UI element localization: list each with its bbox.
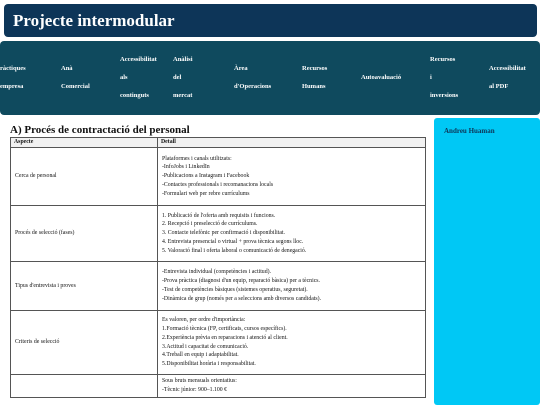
detail-line: Sous bruts mensuals orientatius: [162, 378, 237, 384]
table-row [11, 206, 426, 262]
author-sidebar [434, 118, 540, 405]
nav-link-autoavaluacio[interactable] [361, 69, 401, 87]
detail-cell [158, 148, 426, 206]
nav-link-label: al PDF [489, 83, 509, 90]
nav-link-accessibilitat-continguts[interactable] [120, 51, 157, 105]
detail-line: -Publicacions a Instagram i Facebook [162, 173, 250, 180]
detail-line: 1. Publicació de l'oferta amb requisits i funcions. [162, 212, 276, 219]
column-header-detail: Detall [158, 138, 426, 148]
nav-link-label: del [173, 74, 182, 81]
aspect-cell: Tipus d'entrevista i proves [11, 262, 158, 311]
detail-line: -Dinàmica de grup (només per a seleccions amb diversos candidats). [162, 295, 322, 302]
detail-line: -Test de competències bàsiques (sistemes operatius, seguretat). [162, 287, 308, 293]
recruitment-table [10, 137, 426, 398]
header-bar [4, 4, 537, 37]
nav-link-label: Accessibilitat [120, 56, 157, 63]
detail-line: -Formulari web per rebre currículums [162, 190, 250, 197]
detail-line: 2.Experiència prèvia en reparacions i atenció al client. [162, 334, 288, 341]
detail-line: 5. Valoració final i oferta laboral o comunicació de denegació. [162, 247, 307, 254]
detail-cell [158, 206, 426, 262]
aspect-cell [11, 375, 158, 398]
detail-line: -Contactes professionals i recomanacions locals [162, 181, 274, 188]
nav-link-recursos-humans[interactable] [302, 60, 327, 96]
detail-line: -Prova pràctica (diagnosi d'un equip, reparació bàsica) per a tècnics. [162, 278, 320, 285]
nav-link-label: Recursos [302, 65, 328, 72]
table-row [11, 311, 426, 375]
nav-link-label: d'Operacions [234, 83, 272, 90]
nav-link-label: Accessibilitat [489, 65, 526, 72]
table-header-row [11, 138, 426, 148]
nav-link-label: inversions [430, 92, 459, 99]
table-row [11, 148, 426, 206]
nav-link-analisi-mercat[interactable] [173, 51, 193, 105]
author-name: Andreu Huaman [444, 127, 495, 135]
nav-link-label: Autoavaluació [361, 74, 402, 81]
detail-line: -Entrevista individual (competències i actitud). [162, 269, 271, 276]
nav-link-label: Anàlisi [173, 56, 193, 63]
nav-link-recursos-inversions[interactable] [430, 51, 458, 105]
detail-line: Plataformes i canals utilitzats: [162, 155, 232, 162]
nav-link-label: Àrea [234, 65, 248, 72]
nav-link-accessibilitat-pdf[interactable] [489, 60, 526, 96]
nav-link-label: Anà [61, 65, 73, 72]
detail-cell [158, 262, 426, 311]
nav-link-label: Humans [302, 83, 326, 90]
detail-line: 4.Treball en equip i adaptabilitat. [162, 352, 239, 359]
table-row [11, 262, 426, 311]
main-nav [0, 41, 540, 115]
table-row [11, 375, 426, 398]
detail-cell [158, 311, 426, 375]
detail-line: 4. Entrevista presencial o virtual + prova tècnica segons lloc. [162, 238, 304, 245]
aspect-cell: Criteris de selecció [11, 311, 158, 375]
nav-link-practiques-empresa[interactable] [0, 60, 26, 96]
nav-link-label: Comercial [61, 83, 90, 90]
section-title: A) Procés de contractació del personal [10, 124, 190, 136]
nav-link-label: ràctiques [0, 65, 26, 72]
detail-cell [158, 375, 426, 398]
detail-line: 2. Recepció i preselecció de currículums. [162, 221, 258, 228]
nav-link-label: empresa [0, 83, 24, 90]
detail-line: 3.Actitud i capacitat de comunicació. [162, 343, 249, 350]
detail-line: 1.Formació tècnica (FP, certificats, cursos específics). [162, 325, 287, 332]
aspect-cell: Cerca de personal [11, 148, 158, 206]
nav-link-label: continguts [120, 92, 149, 99]
detail-line: 3. Contacte telefònic per confirmació i disponibilitat. [162, 230, 285, 237]
nav-link-label: Recursos [430, 56, 456, 63]
nav-link-label: als [120, 74, 128, 81]
detail-line: -Tècnic júnior: 900–1.100 € [162, 386, 228, 393]
nav-link-area-comercial[interactable] [61, 60, 90, 96]
aspect-cell: Procés de selecció (fases) [11, 206, 158, 262]
detail-line: 5.Disponibilitat horària i responsabilitat. [162, 361, 256, 368]
detail-line: -InfoJobs i LinkedIn [162, 164, 210, 171]
page-title: Projecte intermodular [13, 11, 175, 30]
nav-link-label: mercat [173, 92, 193, 99]
detail-line: Es valoren, per ordre d'importància: [162, 317, 246, 324]
nav-link-label: i [430, 74, 432, 81]
column-header-aspect: Aspecte [11, 138, 158, 148]
nav-link-area-operacions[interactable] [234, 60, 271, 96]
